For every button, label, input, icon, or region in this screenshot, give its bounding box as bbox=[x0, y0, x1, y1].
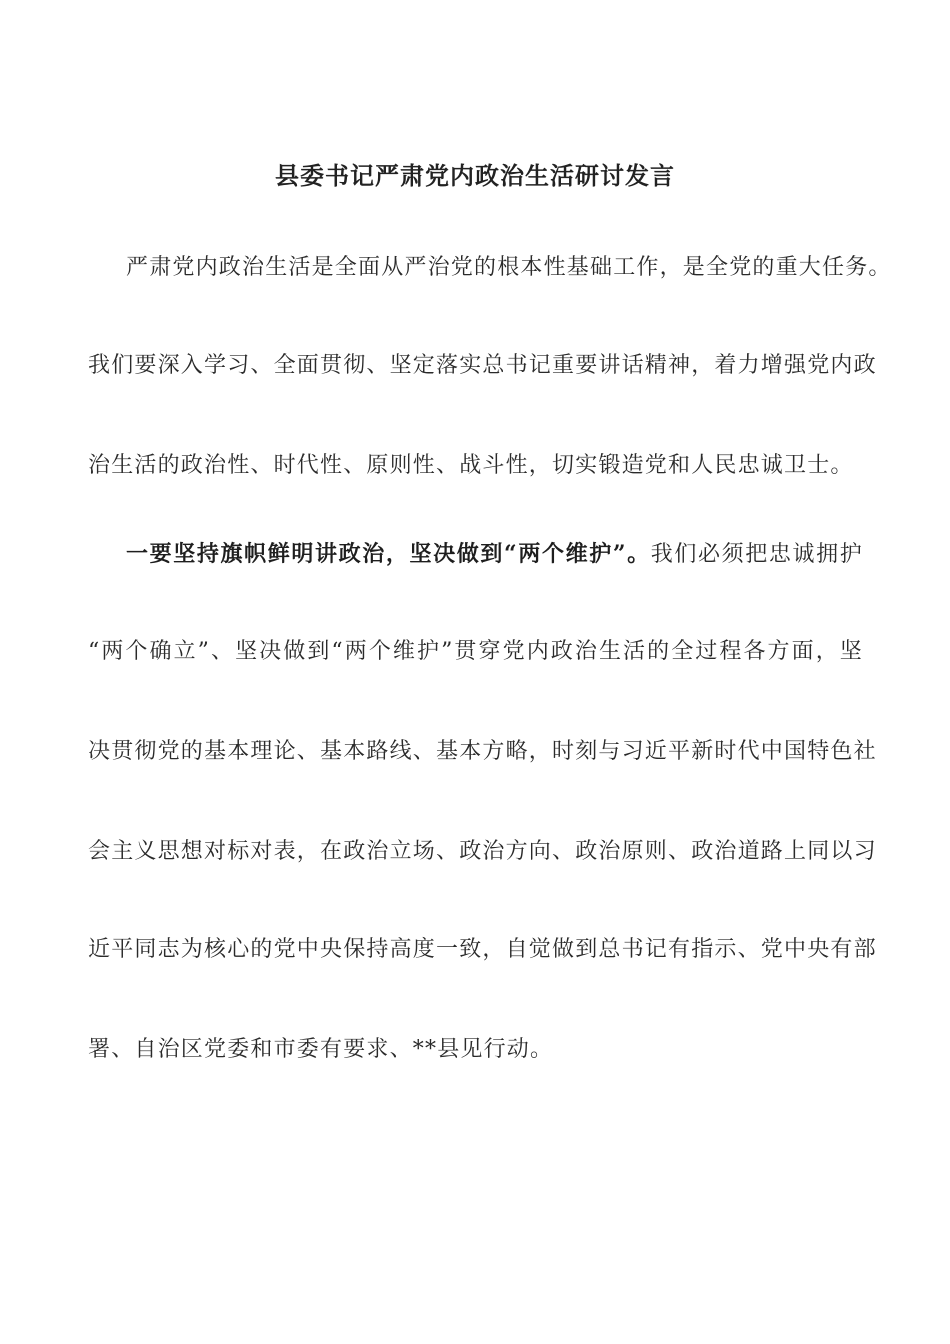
paragraph-2-line-5: 近平同志为核心的党中央保持高度一致，自觉做到总书记有指示、党中央有部 bbox=[88, 937, 877, 962]
paragraph-2-line-3: 决贯彻党的基本理论、基本路线、基本方略，时刻与习近平新时代中国特色社 bbox=[88, 739, 877, 764]
paragraph-1-line-1: 严肃党内政治生活是全面从严治党的根本性基础工作，是全党的重大任务。 bbox=[126, 255, 892, 280]
paragraph-2-line-2: “两个确立”、坚决做到“两个维护”贯穿党内政治生活的全过程各方面，坚 bbox=[88, 639, 863, 664]
paragraph-1-line-3: 治生活的政治性、时代性、原则性、战斗性，切实锻造党和人民忠诚卫士。 bbox=[88, 453, 854, 478]
paragraph-1-line-2: 我们要深入学习、全面贯彻、坚定落实总书记重要讲话精神，着力增强党内政 bbox=[88, 353, 877, 378]
paragraph-2-line-6: 署、自治区党委和市委有要求、**县见行动。 bbox=[88, 1037, 554, 1062]
paragraph-2-line-1 bbox=[126, 538, 863, 571]
paragraph-2-line-1-text: 我们必须把忠诚拥护 bbox=[650, 542, 863, 567]
paragraph-2-line-4: 会主义思想对标对表，在政治立场、政治方向、政治原则、政治道路上同以习 bbox=[88, 839, 877, 864]
section-heading-1: 一要坚持旗帜鲜明讲政治，坚决做到“两个维护”。 bbox=[126, 541, 651, 567]
document-title: 县委书记严肃党内政治生活研讨发言 bbox=[275, 161, 675, 190]
